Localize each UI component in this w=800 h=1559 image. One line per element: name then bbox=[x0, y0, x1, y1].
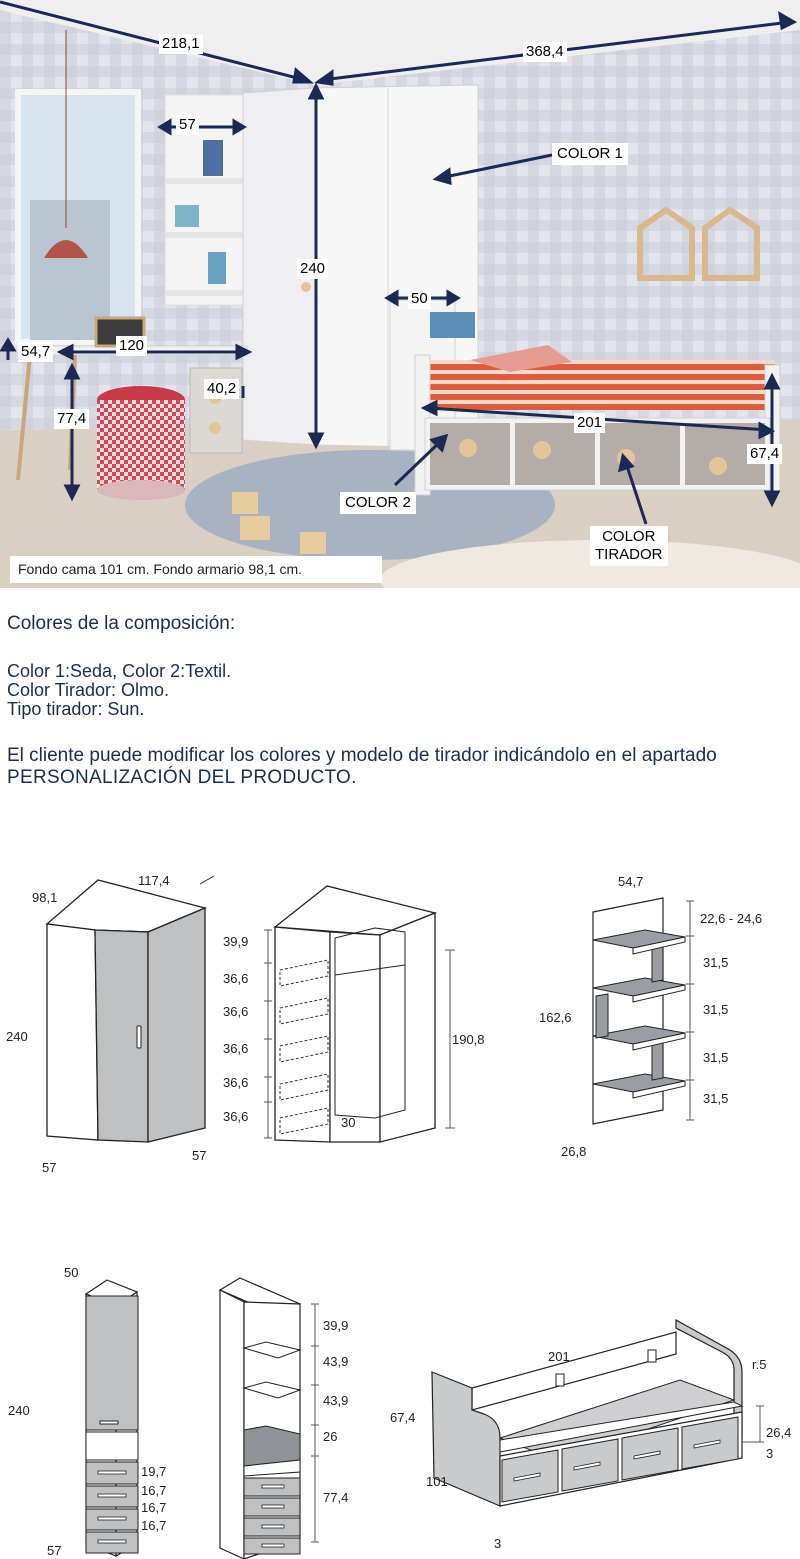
photo-caption: Fondo cama 101 cm. Fondo armario 98,1 cm. bbox=[10, 556, 382, 583]
label-int-h4: 36,6 bbox=[223, 1041, 249, 1056]
label-column-d1: 19,7 bbox=[141, 1464, 167, 1479]
diagram-wardrobe-interior bbox=[220, 880, 500, 1150]
label-side-b: 57 bbox=[192, 1148, 207, 1163]
label-int-h1: 39,9 bbox=[223, 934, 249, 949]
callout-color-tirador bbox=[590, 526, 668, 566]
label-column-width: 50 bbox=[64, 1265, 79, 1280]
label-int-h6: 36,6 bbox=[223, 1109, 249, 1124]
diagram-corner-wardrobe bbox=[0, 860, 230, 1180]
label-colint-h2: 43,9 bbox=[323, 1354, 349, 1369]
composition-description bbox=[7, 612, 787, 808]
label-column-height: 240 bbox=[8, 1403, 30, 1418]
callout-color-tirador-line2: TIRADOR bbox=[595, 546, 663, 563]
label-height: 240 bbox=[6, 1029, 28, 1044]
customization-note bbox=[7, 745, 787, 789]
dim-desk-height: 77,4 bbox=[54, 409, 89, 429]
label-bed-radius: r.5 bbox=[752, 1357, 767, 1372]
label-int-inner: 190,8 bbox=[452, 1032, 485, 1047]
label-bed-drawer: 26,4 bbox=[766, 1425, 792, 1440]
color-specs bbox=[7, 662, 787, 719]
callout-color2: COLOR 2 bbox=[340, 492, 416, 514]
label-bed-length: 201 bbox=[548, 1349, 570, 1364]
note-highlight: PERSONALIZACIÓN DEL PRODUCTO bbox=[7, 767, 352, 788]
label-shelf-s4: 31,5 bbox=[703, 1091, 729, 1106]
label-column-d4: 16,7 bbox=[141, 1518, 167, 1533]
label-shelf-width: 54,7 bbox=[618, 874, 644, 889]
dim-nightstand-width: 50 bbox=[408, 289, 431, 309]
note-end: . bbox=[351, 767, 357, 788]
label-shelf-s2: 31,5 bbox=[703, 1002, 729, 1017]
label-colint-h4: 26 bbox=[323, 1429, 338, 1444]
spec-handle-type: Tipo tirador: Sun. bbox=[7, 699, 145, 719]
dim-bed-height: 67,4 bbox=[747, 444, 782, 464]
callout-color-tirador-line1: COLOR bbox=[602, 528, 656, 545]
dim-desk-width: 120 bbox=[116, 336, 147, 356]
diagram-column bbox=[0, 1260, 200, 1559]
label-column-d3: 16,7 bbox=[141, 1500, 167, 1515]
label-column-d2: 16,7 bbox=[141, 1483, 167, 1498]
diagram-column-interior bbox=[210, 1270, 390, 1559]
diagram-bed bbox=[380, 1310, 800, 1559]
dim-total-right: 368,4 bbox=[523, 42, 567, 62]
dim-shelf-width: 57 bbox=[176, 115, 199, 135]
label-bed-height: 67,4 bbox=[390, 1410, 416, 1425]
label-shelf-height: 162,6 bbox=[539, 1010, 572, 1025]
label-colint-h1: 39,9 bbox=[323, 1318, 349, 1333]
label-bed-base: 3 bbox=[494, 1536, 502, 1551]
spec-colors: Color 1:Seda, Color 2:Textil. bbox=[7, 661, 232, 681]
label-bed-depth: 101 bbox=[426, 1474, 448, 1489]
callout-color1: COLOR 1 bbox=[552, 143, 628, 165]
note-text: El cliente puede modificar los colores y modelo de tirador indicándolo en el apartado bbox=[7, 745, 717, 766]
room-photo bbox=[0, 0, 800, 588]
label-shelf-s1: 31,5 bbox=[703, 955, 729, 970]
label-shelf-s3: 31,5 bbox=[703, 1050, 729, 1065]
diagram-wall-shelf bbox=[530, 870, 800, 1160]
label-side-a: 57 bbox=[42, 1160, 57, 1175]
dim-wardrobe-height: 240 bbox=[297, 259, 328, 279]
label-int-h2: 36,6 bbox=[223, 971, 249, 986]
dim-desk-depth: 54,7 bbox=[18, 342, 53, 362]
spec-handle-color: Color Tirador: Olmo. bbox=[7, 680, 170, 700]
label-width: 117,4 bbox=[138, 873, 170, 888]
label-bed-gap: 3 bbox=[766, 1446, 774, 1461]
label-int-h3: 36,6 bbox=[223, 1004, 249, 1019]
colors-title: Colores de la composición: bbox=[7, 613, 236, 634]
label-depth: 98,1 bbox=[32, 890, 58, 905]
label-colint-h5: 77,4 bbox=[323, 1490, 349, 1505]
label-int-bar: 30 bbox=[341, 1115, 356, 1130]
label-int-h5: 36,6 bbox=[223, 1075, 249, 1090]
dim-drawer-unit: 40,2 bbox=[204, 379, 239, 399]
label-shelf-depth: 26,8 bbox=[561, 1144, 587, 1159]
label-colint-h3: 43,9 bbox=[323, 1393, 349, 1408]
dim-total-left: 218,1 bbox=[159, 34, 203, 54]
label-shelf-top: 22,6 - 24,6 bbox=[700, 911, 763, 926]
dim-bed-length: 201 bbox=[574, 413, 605, 433]
label-column-depth: 57 bbox=[47, 1543, 62, 1558]
